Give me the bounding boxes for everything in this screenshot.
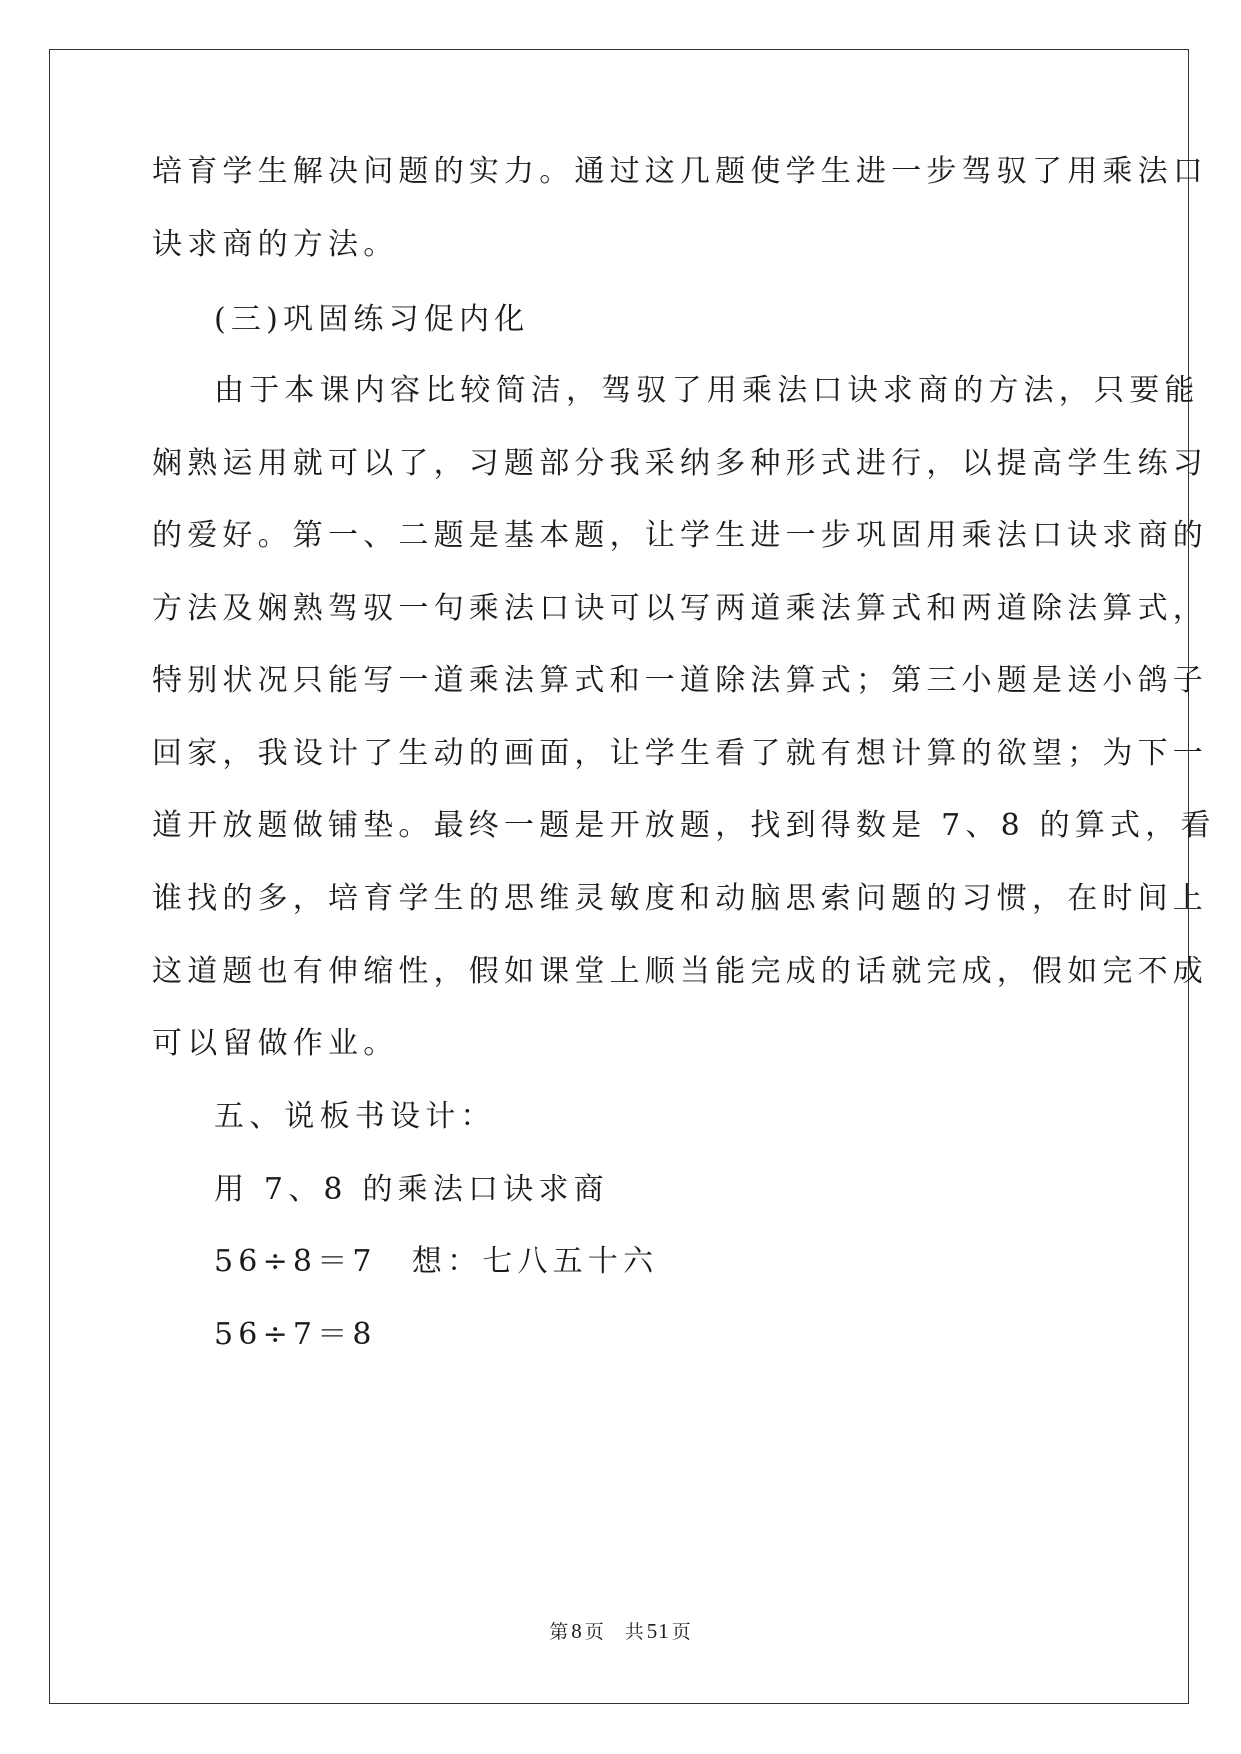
body-line: 的爱好。第一、二题是基本题，让学生进一步巩固用乘法口诀求商的 — [152, 518, 1208, 553]
body-line: 这道题也有伸缩性，假如课堂上顺当能完成的话就完成，假如完不成 — [152, 954, 1208, 989]
body-line: 回家，我设计了生动的画面，让学生看了就有想计算的欲望；为下一 — [152, 736, 1208, 771]
body-line: 娴熟运用就可以了，习题部分我采纳多种形式进行，以提高学生练习 — [152, 446, 1208, 481]
body-line: 培育学生解决问题的实力。通过这几题使学生进一步驾驭了用乘法口 — [152, 154, 1208, 189]
section-heading: 五、说板书设计： — [214, 1099, 496, 1134]
footer-suffix: 页 — [671, 1621, 692, 1643]
section-heading: (三)巩固练习促内化 — [214, 302, 530, 337]
body-line: 诀求商的方法。 — [152, 227, 399, 262]
body-line: 可以留做作业。 — [152, 1026, 399, 1061]
page-border — [49, 49, 1189, 1704]
board-equation: 56÷7＝8 — [214, 1317, 377, 1352]
board-equation: 56÷8＝7 想：七八五十六 — [214, 1244, 659, 1279]
page-footer — [0, 1621, 1241, 1642]
footer-prefix: 第 — [549, 1621, 570, 1643]
total-page-number: 51 — [646, 1619, 670, 1643]
footer-mid: 页 共 — [584, 1621, 645, 1643]
board-title: 用 7、8 的乘法口诀求商 — [214, 1172, 609, 1207]
body-line: 谁找的多，培育学生的思维灵敏度和动脑思索问题的习惯，在时间上 — [152, 881, 1208, 916]
current-page-number: 8 — [571, 1619, 583, 1643]
body-line: 特别状况只能写一道乘法算式和一道除法算式；第三小题是送小鸽子 — [152, 663, 1208, 698]
body-line: 道开放题做铺垫。最终一题是开放题，找到得数是 7、8 的算式，看 — [152, 808, 1216, 843]
body-line: 由于本课内容比较简洁，驾驭了用乘法口诀求商的方法，只要能 — [214, 373, 1200, 408]
body-line: 方法及娴熟驾驭一句乘法口诀可以写两道乘法算式和两道除法算式， — [152, 591, 1208, 626]
